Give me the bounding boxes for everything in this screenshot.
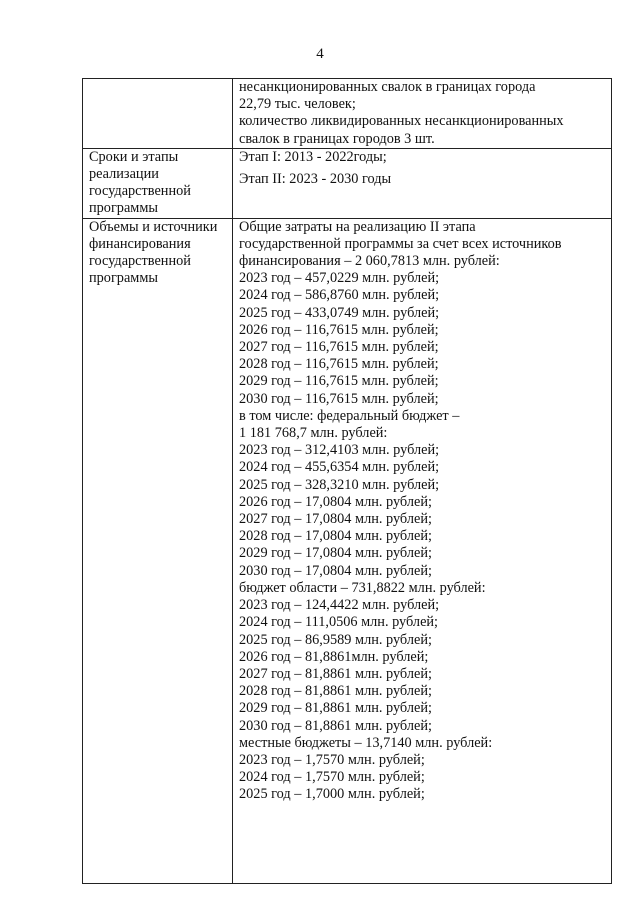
row-text-line: 2029 год – 116,7615 млн. рублей; — [239, 373, 439, 390]
row-text-line: Этап I: 2013 - 2022годы; — [239, 148, 387, 165]
row-text-line: Общие затраты на реализацию II этапа — [239, 218, 476, 235]
row-text-line: несанкционированных свалок в границах города — [239, 79, 536, 95]
row-text-line: финансирования – 2 060,7813 млн. рублей: — [239, 253, 500, 270]
row-text-line: 2024 год – 1,7570 млн. рублей; — [239, 769, 425, 786]
table-row-indicators — [83, 79, 612, 149]
row-label-cell — [83, 218, 233, 883]
row-text-line: 2024 год – 111,0506 млн. рублей; — [239, 614, 439, 631]
row-text-line: 2028 год – 81,8861 млн. рублей; — [239, 683, 432, 700]
row-text-line: 2024 год – 455,6354 млн. рублей; — [239, 459, 440, 476]
row-label-line: программы — [89, 200, 159, 217]
row-text-line: 2025 год – 86,9589 млн. рублей; — [239, 631, 432, 648]
row-text-line: 2030 год – 81,8861 млн. рублей; — [239, 717, 432, 734]
program-passport-table — [82, 78, 612, 884]
row-label-cell — [83, 148, 233, 218]
row-text-line: 2024 год – 586,8760 млн. рублей; — [239, 287, 440, 304]
row-text-line: 2026 год – 116,7615 млн. рублей; — [239, 321, 439, 338]
row-text-line: 2023 год – 457,0229 млн. рублей; — [239, 270, 440, 287]
row-label-line: Объемы и источники — [89, 218, 218, 235]
table-row-funding — [83, 218, 612, 883]
row-text-line: 2027 год – 17,0804 млн. рублей; — [239, 511, 432, 528]
row-text-line: Этап II: 2023 - 2030 годы — [239, 171, 392, 188]
row-text-line: 2023 год – 1,7570 млн. рублей; — [239, 751, 425, 768]
row-text-line: 2023 год – 124,4422 млн. рублей; — [239, 597, 440, 614]
row-text-line: 2030 год – 17,0804 млн. рублей; — [239, 562, 432, 579]
table-row-stages — [83, 148, 612, 218]
row-text-line: 1 181 768,7 млн. рублей: — [239, 425, 388, 442]
row-text-line: свалок в границах городов 3 шт. — [239, 130, 435, 147]
row-text-line: местные бюджеты – 13,7140 млн. рублей: — [239, 734, 493, 751]
row-text-line: 2023 год – 312,4103 млн. рублей; — [239, 442, 440, 459]
row-content-cell — [233, 218, 612, 883]
row-label-line: Сроки и этапы — [89, 148, 179, 165]
row-content-cell — [233, 148, 612, 218]
row-label-line: программы — [89, 270, 159, 287]
row-text-line: 2026 год – 17,0804 млн. рублей; — [239, 493, 432, 510]
row-content-cell — [233, 79, 612, 149]
row-text-line: 2025 год – 1,7000 млн. рублей; — [239, 786, 425, 803]
row-label-line: государственной — [89, 183, 191, 200]
row-text-line: 2029 год – 81,8861 млн. рублей; — [239, 700, 432, 717]
row-text-line: 2025 год – 433,0749 млн. рублей; — [239, 304, 440, 321]
row-text-line: 2028 год – 17,0804 млн. рублей; — [239, 528, 432, 545]
row-text-line: 2025 год – 328,3210 млн. рублей; — [239, 476, 440, 493]
row-text-line: 2029 год – 17,0804 млн. рублей; — [239, 545, 432, 562]
row-label-line: реализации — [89, 166, 159, 183]
row-text-line: 2027 год – 116,7615 млн. рублей; — [239, 339, 439, 356]
row-text-line: 2028 год – 116,7615 млн. рублей; — [239, 356, 439, 373]
row-label-line: финансирования — [89, 235, 191, 252]
row-text-line: бюджет области – 731,8822 млн. рублей: — [239, 579, 486, 596]
row-text-line: 2027 год – 81,8861 млн. рублей; — [239, 665, 432, 682]
row-text-line: 22,79 тыс. человек; — [239, 96, 356, 113]
row-text-line: государственной программы за счет всех источников — [239, 235, 562, 252]
row-label-line: государственной — [89, 253, 191, 270]
row-text-line: количество ликвидированных несанкционированных — [239, 113, 564, 130]
row-text-line: 2026 год – 81,8861млн. рублей; — [239, 648, 429, 665]
row-label-cell — [83, 79, 233, 149]
row-text-line: 2030 год – 116,7615 млн. рублей; — [239, 390, 439, 407]
page-number: 4 — [316, 46, 324, 62]
row-text-line: в том числе: федеральный бюджет – — [239, 407, 460, 424]
